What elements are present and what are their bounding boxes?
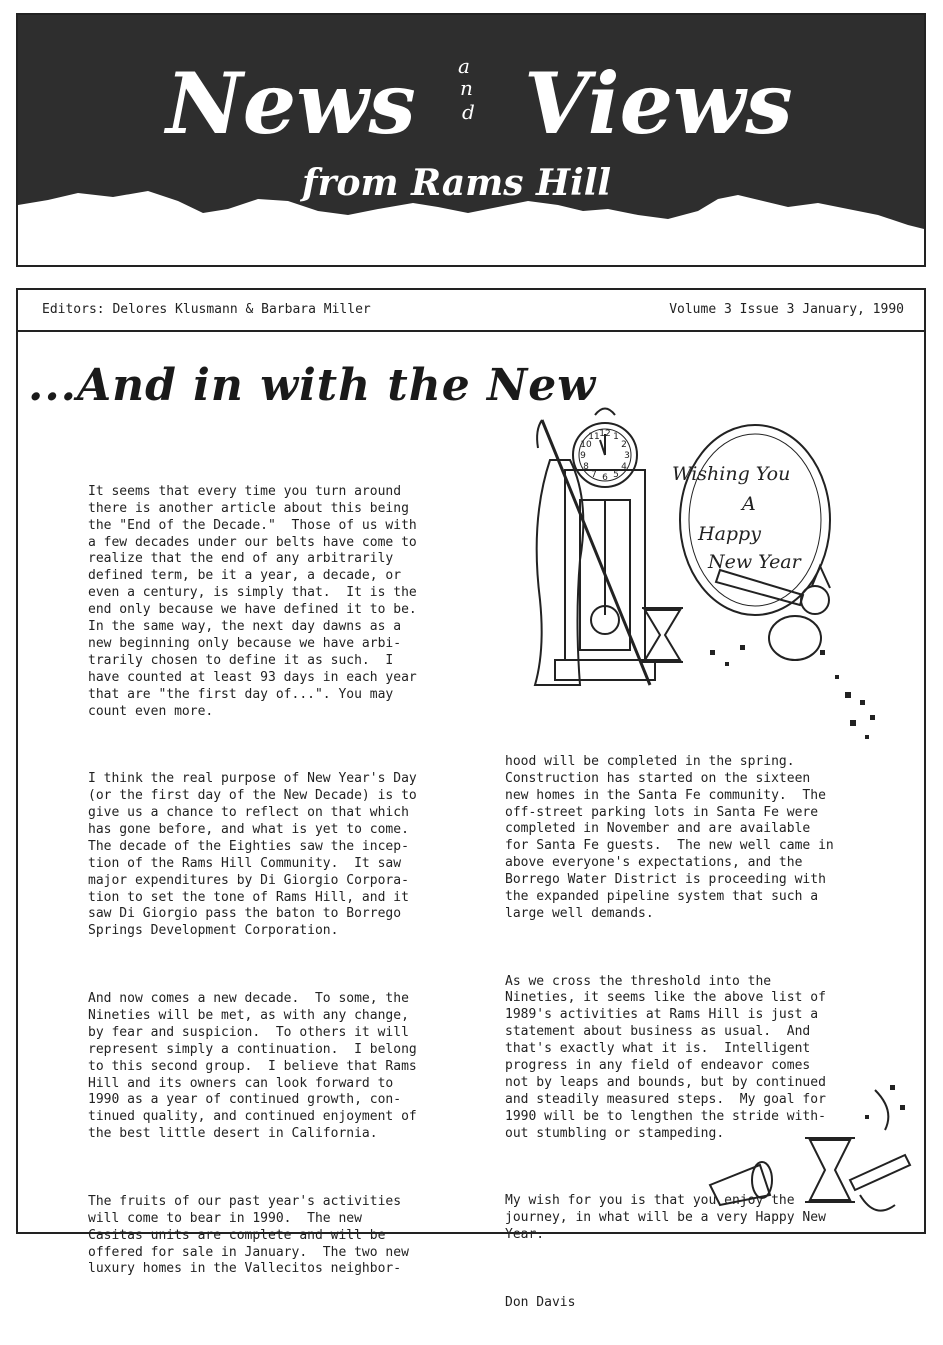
article-column-right (505, 720, 865, 1345)
clock-number: 12 (599, 429, 611, 439)
editors-bar (16, 288, 926, 332)
scythe-handle (542, 420, 650, 685)
masthead-connector-n: n (460, 76, 473, 100)
masthead-connector-a: a (458, 54, 470, 78)
editors-credit: Editors: Delores Klusmann & Barbara Miller (42, 302, 371, 317)
clock-number: 9 (580, 451, 586, 461)
trumpet (716, 570, 803, 605)
issue-info: Volume 3 Issue 3 January, 1990 (669, 302, 904, 317)
masthead-title-right: Views (524, 54, 793, 153)
article-headline: ...And in with the New (28, 360, 597, 411)
father-time-figure (535, 460, 583, 685)
clock-number: 4 (621, 462, 627, 472)
banner-line: Happy (698, 523, 761, 545)
clock-number: 10 (580, 440, 592, 450)
paragraph: It seems that every time you turn around there is another article about this being the "End of the Decade." Those of us with a few decades under our belts have come to realize that the end of any arbitrarily defined term, be it a year, a decade, or even a century, is simply that. It is the end only because we have defined it to be. In the same way, the next day dawns as a new beginning only because we have arbi- trarily chosen to define it as such. I have counted at least 93 days in each year that are "the first day of...". You may count even more. (88, 483, 417, 719)
masthead-title-left: News (166, 54, 416, 153)
father-time-clock-illustration (520, 400, 890, 760)
paragraph: I think the real purpose of New Year's Day (or the first day of the New Decade) is to give us a chance to reflect on that which has gone before, and what is yet to come. The decade of the Eighties saw the incep- tion of the Rams Hill Community. It saw major expenditures by Di Giorgio Corpora- tion to set the tone of Rams Hill, and it saw Di Giorgio pass the baton to Borrego Springs Development Corporation. (88, 771, 417, 939)
paragraph: hood will be completed in the spring. Construction has started on the sixteen new homes in the Santa Fe community. The off-street parking lots in Santa Fe were completed in November and are available for Santa Fe guests. The new well came in above everyone's expectations, and the Borrego Water District is proceeding with the expanded pipeline system that such a large well demands. (505, 753, 834, 921)
paragraph: And now comes a new decade. To some, the Nineties will be met, as with any change, by fear and suspicion. To others it will represent simply a continuation. I belong to this second group. I believe that Rams Hill and its owners can look forward to 1990 as a year of continued growth, con- tinued quality, and continued enjoyment of the best little desert in California. (88, 990, 417, 1142)
banner-line: New Year (708, 551, 801, 573)
clock-number: 8 (583, 462, 589, 472)
clock-number: 3 (624, 451, 630, 461)
banner-ring (680, 425, 830, 615)
paragraph: The fruits of our past year's activities will come to bear in 1990. The new Casitas units are complete and will be offered for sale in January. The two new luxury homes in the Vallecitos neighbor- (88, 1193, 409, 1277)
clock-number: 1 (613, 432, 619, 442)
baby-body (769, 616, 821, 660)
banner-line: A (742, 493, 756, 515)
clock-number: 5 (613, 470, 619, 480)
baby-head (801, 586, 829, 614)
clock-number: 6 (602, 473, 608, 483)
horn-hourglass-illustration (700, 1070, 915, 1225)
clock-number: 7 (591, 470, 597, 480)
ribbon-icon (875, 1090, 888, 1130)
horn-icon (710, 1165, 770, 1205)
clock-number: 2 (621, 440, 627, 450)
bottom-clipart (700, 1070, 915, 1229)
paragraph: As we cross the threshold into the Nineties, it seems like the above list of 1989's activities at Rams Hill is just a statement about business as usual. And that's exactly what it is. Intelligent progress in any field of endeavor comes not by leaps and bounds, but by continued and steadily measured steps. My goal for 1990 will be to lengthen the stride with- out stumbling or stampeding. (505, 973, 826, 1141)
spyglass-icon (850, 1155, 910, 1190)
banner-line: Wishing You (672, 463, 791, 485)
masthead-connector-d: d (462, 100, 475, 124)
hourglass-icon (810, 1140, 850, 1200)
hourglass (645, 610, 680, 660)
paragraph: My wish for you is that you enjoy the journey, in what will be a very Happy New Year. (505, 1193, 826, 1243)
new-year-clipart (520, 400, 890, 764)
clock-number: 11 (588, 432, 600, 442)
article-column-left (88, 450, 448, 1312)
masthead-subtitle: from Rams Hill (302, 162, 612, 204)
masthead (16, 13, 926, 267)
author-signature: Don Davis (505, 1294, 576, 1310)
masthead-graphic (18, 15, 924, 265)
